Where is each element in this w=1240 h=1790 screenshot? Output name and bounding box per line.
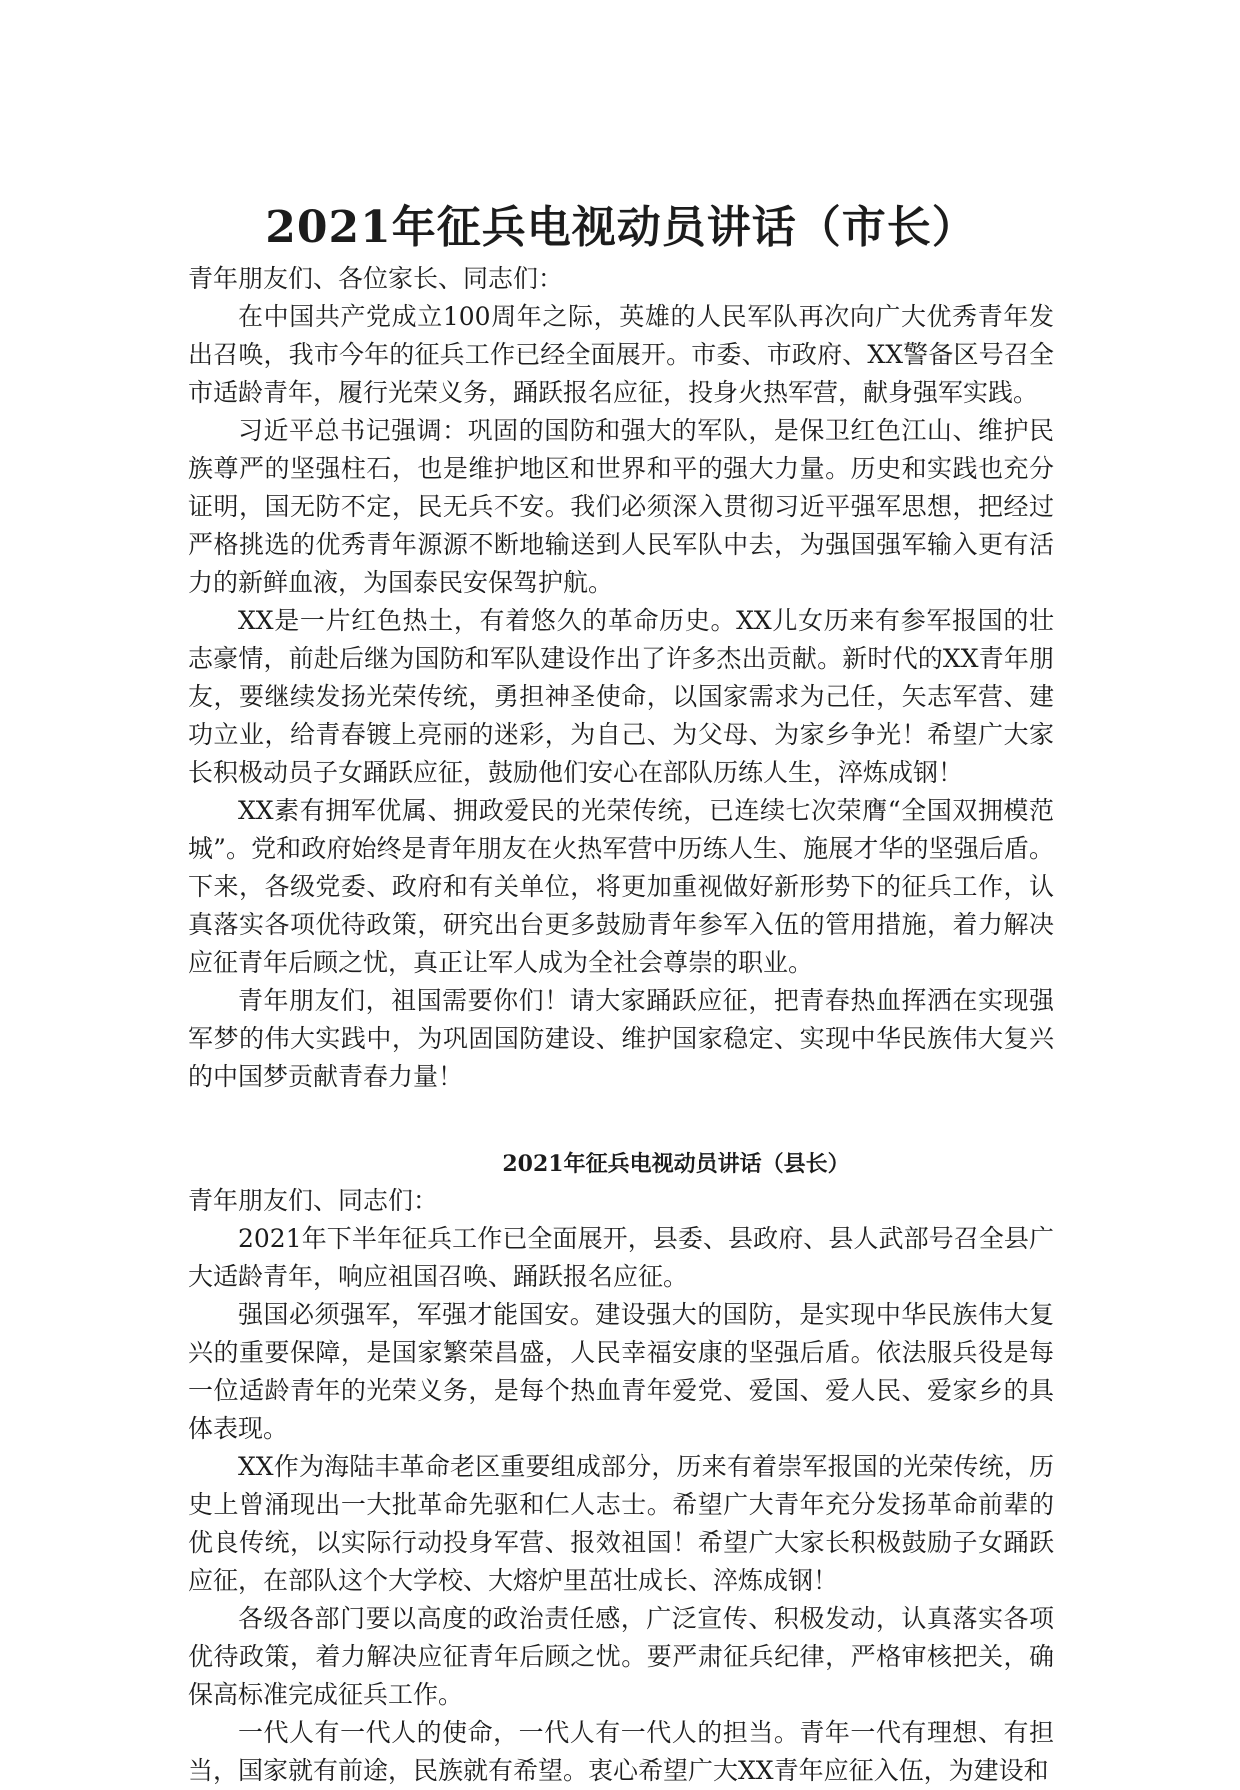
mayor-speech-paragraph: XX素有拥军优属、拥政爱民的光荣传统，已连续七次荣膺“全国双拥模范城”。党和政府始终是青年朋友在火热军营中历练人生、施展才华的坚强后盾。下来，各级党委、政府和有关单位，将更加重视做好新形势下的征兵工作，认真落实各项优待政策，研究出台更多鼓励青年参军入伍的管用措施，着力解决应征青年后顾之忧，真正让军人成为全社会尊崇的职业。 xyxy=(188,796,1054,977)
mayor-speech-title: 2021年征兵电视动员讲话（市长） xyxy=(265,202,977,253)
section-spacer xyxy=(188,1096,1054,1146)
mayor-speech-paragraph: XX是一片红色热土，有着悠久的革命历史。XX儿女历来有参军报国的壮志豪情，前赴后继为国防和军队建设作出了许多杰出贡献。新时代的XX青年朋友，要继续发扬光荣传统，勇担神圣使命，以国家需求为己任，矢志军营、建功立业，给青春镀上亮丽的迷彩，为自己、为父母、为家乡争光！希望广大家长积极动员子女踊跃应征，鼓励他们安心在部队历练人生，淬炼成钢！ xyxy=(188,606,1054,787)
county-speech-paragraph: 各级各部门要以高度的政治责任感，广泛宣传、积极发动，认真落实各项优待政策，着力解决应征青年后顾之忧。要严肃征兵纪律，严格审核把关，确保高标准完成征兵工作。 xyxy=(188,1604,1054,1709)
document-body xyxy=(188,198,1054,1790)
county-speech-salutation: 青年朋友们、同志们： xyxy=(188,1186,439,1215)
county-speech-paragraph: 强国必须强军，军强才能国安。建设强大的国防，是实现中华民族伟大复兴的重要保障，是国家繁荣昌盛，人民幸福安康的坚强后盾。依法服兵役是每一位适龄青年的光荣义务，是每个热血青年爱党、爱国、爱人民、爱家乡的具体表现。 xyxy=(188,1300,1054,1443)
mayor-speech-paragraph: 青年朋友们，祖国需要你们！请大家踊跃应征，把青春热血挥洒在实现强军梦的伟大实践中，为巩固国防建设、维护国家稳定、实现中华民族伟大复兴的中国梦贡献青春力量！ xyxy=(188,986,1054,1091)
county-speech-title: 2021年征兵电视动员讲话（县长） xyxy=(502,1151,850,1177)
mayor-speech-paragraph: 习近平总书记强调：巩固的国防和强大的军队，是保卫红色江山、维护民族尊严的坚强柱石，也是维护地区和世界和平的强大力量。历史和实践也充分证明，国无防不定，民无兵不安。我们必须深入贯彻习近平强军思想，把经过严格挑选的优秀青年源源不断地输送到人民军队中去，为强国强军输入更有活力的新鲜血液，为国泰民安保驾护航。 xyxy=(188,416,1054,597)
county-speech-paragraph: 一代人有一代人的使命，一代人有一代人的担当。青年一代有理想、有担当，国家就有前途，民族就有希望。衷心希望广大XX青年应征入伍，为建设和 xyxy=(188,1718,1054,1785)
county-speech-paragraph: 2021年下半年征兵工作已全面展开，县委、县政府、县人武部号召全县广大适龄青年，响应祖国召唤、踊跃报名应征。 xyxy=(188,1224,1054,1291)
mayor-speech-salutation: 青年朋友们、各位家长、同志们： xyxy=(188,264,564,293)
mayor-speech-paragraph: 在中国共产党成立100周年之际，英雄的人民军队再次向广大优秀青年发出召唤，我市今年的征兵工作已经全面展开。市委、市政府、XX警备区号召全市适龄青年，履行光荣义务，踊跃报名应征，投身火热军营，献身强军实践。 xyxy=(188,302,1054,407)
county-speech-paragraph: XX作为海陆丰革命老区重要组成部分，历来有着崇军报国的光荣传统，历史上曾涌现出一大批革命先驱和仁人志士。希望广大青年充分发扬革命前辈的优良传统，以实际行动投身军营、报效祖国！希望广大家长积极鼓励子女踊跃应征，在部队这个大学校、大熔炉里茁壮成长、淬炼成钢！ xyxy=(188,1452,1054,1595)
